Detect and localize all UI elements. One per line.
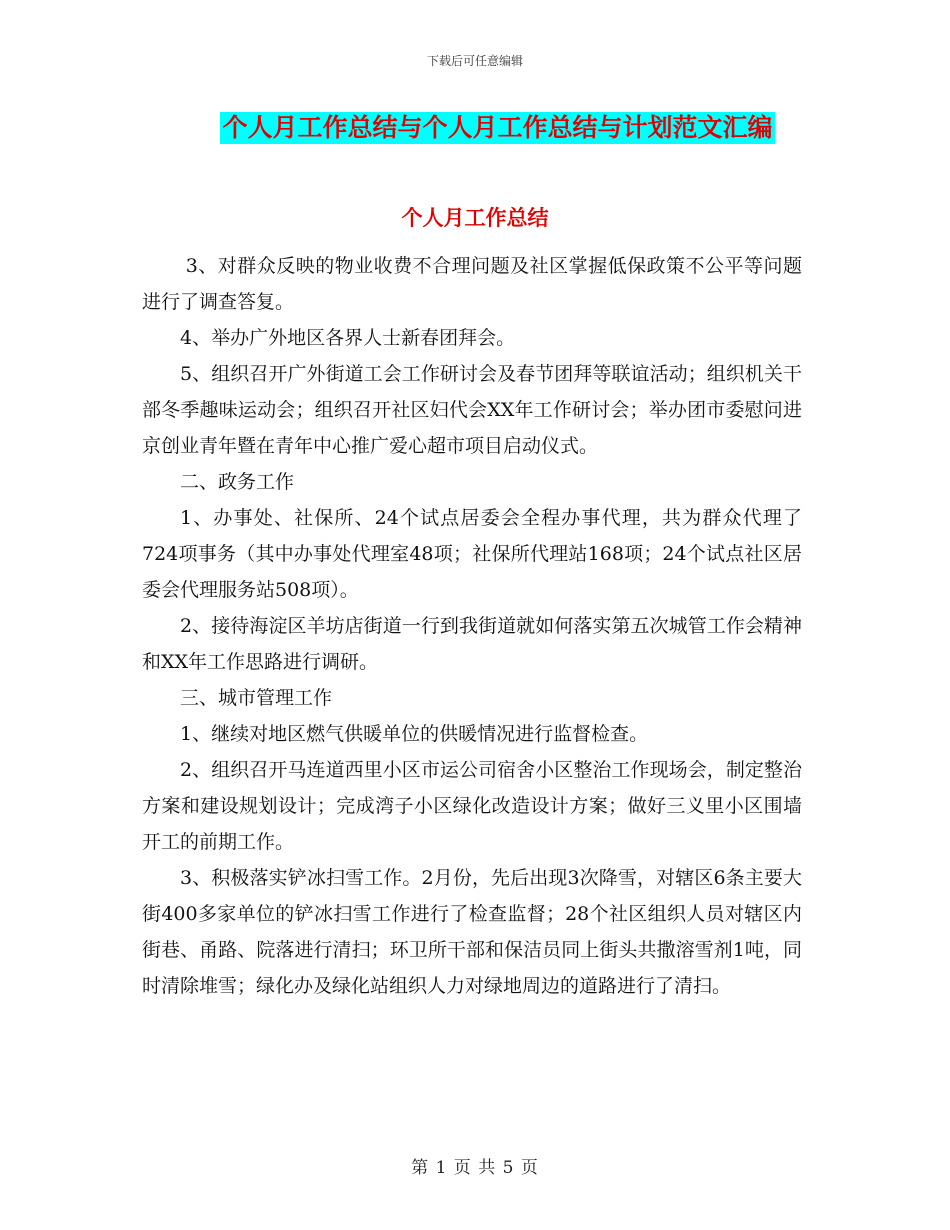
paragraph: 2、组织召开马连道西里小区市运公司宿舍小区整治工作现场会，制定整治方案和建设规划设计；完成湾子小区绿化改造设计方案；做好三义里小区围墙开工的前期工作。 [142, 759, 802, 853]
paragraph: 3、对群众反映的物业收费不合理问题及社区掌握低保政策不公平等问题进行了调查答复。 [142, 255, 802, 313]
document-title-text: 个人月工作总结与个人月工作总结与计划范文汇编 [222, 113, 773, 142]
document-title [0, 112, 950, 144]
header-note: 下载后可任意编辑 [426, 54, 523, 68]
section-heading: 二、政务工作 [180, 471, 295, 493]
paragraph: 4、举办广外地区各界人士新春团拜会。 [180, 327, 516, 349]
paragraph: 5、组织召开广外街道工会工作研讨会及春节团拜等联谊活动；组织机关干部冬季趣味运动会；组织召开社区妇代会XX年工作研讨会；举办团市委慰问进京创业青年暨在青年中心推广爱心超市项目启动仪式。 [142, 363, 802, 457]
paragraph: 2、接待海淀区羊坊店街道一行到我街道就如何落实第五次城管工作会精神和XX年工作思路进行调研。 [142, 615, 802, 673]
paragraph: 1、办事处、社保所、24个试点居委会全程办事代理，共为群众代理了724项事务（其中办事处代理室48项；社保所代理站168项；24个试点社区居委会代理服务站508项）。 [142, 507, 802, 601]
section-heading: 三、城市管理工作 [180, 687, 333, 709]
page-footer: 第 1 页 共 5 页 [411, 1158, 539, 1178]
paragraph: 3、积极落实铲冰扫雪工作。2月份，先后出现3次降雪，对辖区6条主要大街400多家单位的铲冰扫雪工作进行了检查监督；28个社区组织人员对辖区内街巷、甬路、院落进行清扫；环卫所干部和保洁员同上街头共撒溶雪剂1吨，同时清除堆雪；绿化办及绿化站组织人力对绿地周边的道路进行了清扫。 [142, 867, 802, 997]
section-title: 个人月工作总结 [401, 206, 549, 230]
paragraph: 1、继续对地区燃气供暖单位的供暖情况进行监督检查。 [180, 723, 649, 745]
document-body [142, 248, 802, 1004]
